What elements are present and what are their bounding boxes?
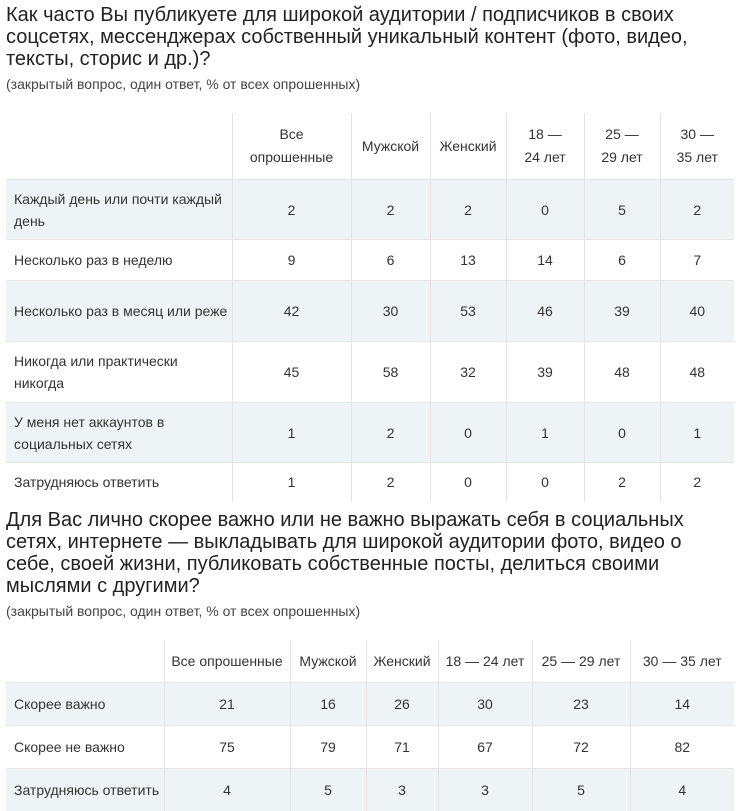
row-label: Затрудняюсь ответить [6,463,232,502]
cell-value: 67 [438,726,532,769]
cell-value: 2 [660,463,734,502]
cell-value: 45 [232,342,351,403]
cell-value: 13 [430,240,506,281]
cell-value: 32 [430,342,506,403]
header-label-column [6,113,232,180]
cell-value: 0 [506,180,584,240]
row-label: Каждый день или почти каждый день [6,180,232,240]
table-header-row [6,640,734,683]
table-header-row [6,113,734,180]
cell-value: 21 [164,683,290,726]
cell-value: 16 [290,683,366,726]
question-1-note: (закрытый вопрос, один ответ, % от всех опрошенных) [0,70,736,92]
cell-value: 9 [232,240,351,281]
cell-value: 39 [584,281,660,342]
cell-value: 1 [232,403,351,463]
table-row [6,240,734,281]
cell-value: 14 [506,240,584,281]
cell-value: 5 [584,180,660,240]
header-female: Женский [430,113,506,180]
cell-value: 3 [366,769,438,811]
row-label: Скорее не важно [6,726,164,769]
cell-value: 30 [438,683,532,726]
cell-value: 40 [660,281,734,342]
header-age-25-29: 25 — 29 лет [532,640,630,683]
cell-value: 1 [506,403,584,463]
table-row [6,342,734,403]
cell-value: 53 [430,281,506,342]
question-2-table [6,640,734,811]
cell-value: 0 [430,403,506,463]
cell-value: 0 [506,463,584,502]
cell-value: 2 [351,180,430,240]
cell-value: 1 [232,463,351,502]
question-2-title: Для Вас лично скорее важно или не важно выражать себя в социальных сетях, интернете — выкладывать для широкой аудитории фото, видео о себе, своей жизни, публиковать собственные посты, делиться своими мыслями с другими? [0,505,736,597]
header-age-30-35: 30 — 35 лет [660,113,734,180]
header-all-respondents: Все опрошенные [232,113,351,180]
cell-value: 4 [630,769,734,811]
cell-value: 1 [660,403,734,463]
row-label: Затрудняюсь ответить [6,769,164,811]
cell-value: 2 [660,180,734,240]
header-label-column [6,640,164,683]
cell-value: 6 [351,240,430,281]
row-label: Несколько раз в месяц или реже [6,281,232,342]
cell-value: 42 [232,281,351,342]
cell-value: 2 [584,463,660,502]
cell-value: 4 [164,769,290,811]
cell-value: 2 [232,180,351,240]
question-1-title: Как часто Вы публикуете для широкой аудитории / подписчиков в своих соцсетях, мессенджерах собственный уникальный контент (фото, видео, тексты, сторис и др.)? [0,0,736,70]
cell-value: 14 [630,683,734,726]
header-age-18-24: 18 — 24 лет [438,640,532,683]
cell-value: 0 [430,463,506,502]
table-row [6,180,734,240]
table-row [6,683,734,726]
row-label: У меня нет аккаунтов в социальных сетях [6,403,232,463]
cell-value: 75 [164,726,290,769]
cell-value: 3 [438,769,532,811]
header-age-18-24: 18 — 24 лет [506,113,584,180]
cell-value: 5 [532,769,630,811]
row-label: Скорее важно [6,683,164,726]
cell-value: 39 [506,342,584,403]
cell-value: 58 [351,342,430,403]
cell-value: 5 [290,769,366,811]
cell-value: 26 [366,683,438,726]
table-row [6,463,734,502]
cell-value: 72 [532,726,630,769]
table-row [6,281,734,342]
table-row [6,769,734,811]
cell-value: 46 [506,281,584,342]
question-2-note: (закрытый вопрос, один ответ, % от всех опрошенных) [0,597,736,619]
cell-value: 30 [351,281,430,342]
cell-value: 2 [351,463,430,502]
cell-value: 79 [290,726,366,769]
row-label: Никогда или практически никогда [6,342,232,403]
table-row [6,726,734,769]
cell-value: 82 [630,726,734,769]
header-all-respondents: Все опрошенные [164,640,290,683]
header-female: Женский [366,640,438,683]
header-male: Мужской [351,113,430,180]
cell-value: 71 [366,726,438,769]
row-label: Несколько раз в неделю [6,240,232,281]
cell-value: 2 [351,403,430,463]
header-age-30-35: 30 — 35 лет [630,640,734,683]
cell-value: 0 [584,403,660,463]
table-row [6,403,734,463]
cell-value: 7 [660,240,734,281]
cell-value: 48 [660,342,734,403]
header-age-25-29: 25 — 29 лет [584,113,660,180]
cell-value: 48 [584,342,660,403]
cell-value: 2 [430,180,506,240]
header-male: Мужской [290,640,366,683]
cell-value: 23 [532,683,630,726]
question-1-table [6,113,734,502]
cell-value: 6 [584,240,660,281]
